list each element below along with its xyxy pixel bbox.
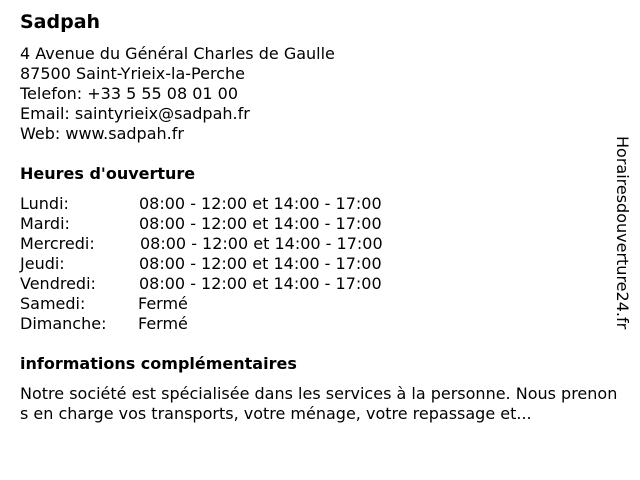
phone-number: Telefon: +33 5 55 08 01 00 (20, 84, 239, 103)
day-label: Jeudi: (20, 254, 65, 273)
day-label: Mercredi: (20, 234, 95, 253)
email-address: Email: saintyrieix@sadpah.fr (20, 104, 250, 123)
address-city: 87500 Saint-Yrieix-la-Perche (20, 64, 245, 83)
hours-value: 08:00 - 12:00 et 14:00 - 17:00 (140, 234, 383, 253)
hours-value: Fermé (138, 294, 188, 313)
additional-info-text: Notre société est spécialisée dans les services à la personne. Nous prenons en charge vos transports, votre ménage, votre repassage et... (20, 384, 618, 423)
hours-value: 08:00 - 12:00 et 14:00 - 17:00 (139, 274, 382, 293)
day-label: Vendredi: (20, 274, 96, 293)
day-label: Mardi: (20, 214, 70, 233)
day-label: Lundi: (20, 194, 69, 213)
hours-value: Fermé (138, 314, 188, 333)
day-label: Samedi: (20, 294, 86, 313)
contact-block (20, 44, 335, 144)
website-address: Web: www.sadpah.fr (20, 124, 184, 143)
site-watermark: Horairesdouverture24.fr (613, 136, 632, 330)
company-name: Sadpah (20, 11, 101, 33)
opening-hours-heading: Heures d'ouverture (20, 164, 196, 183)
address-street: 4 Avenue du Général Charles de Gaulle (20, 44, 335, 63)
hours-value: 08:00 - 12:00 et 14:00 - 17:00 (139, 254, 382, 273)
hours-value: 08:00 - 12:00 et 14:00 - 17:00 (139, 214, 382, 233)
additional-info-heading: informations complémentaires (20, 354, 297, 373)
day-label: Dimanche: (20, 314, 107, 333)
hours-value: 08:00 - 12:00 et 14:00 - 17:00 (139, 194, 382, 213)
